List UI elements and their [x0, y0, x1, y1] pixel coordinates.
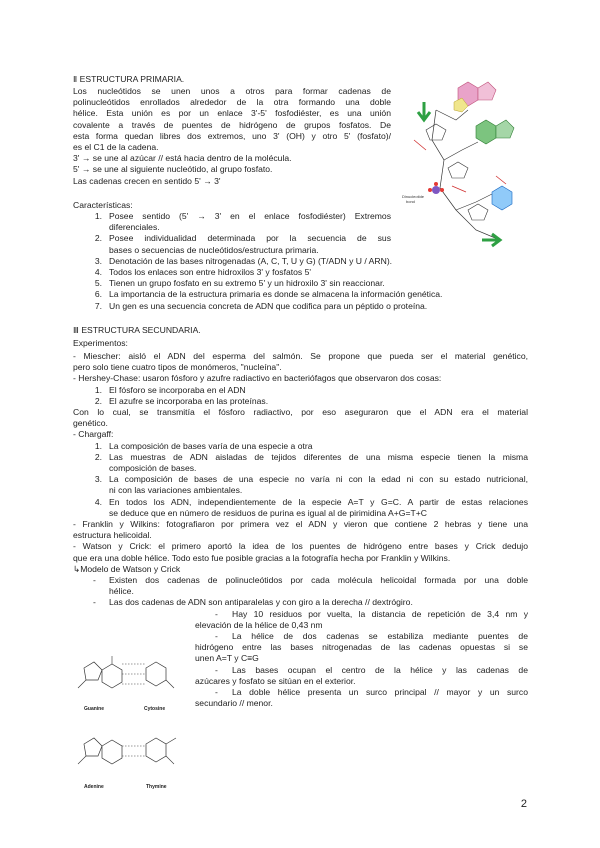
paragraph-line: que era una doble hélice. Todo esto fue posible gracias a la fotografía hecha por Franklin y Wilkins. — [73, 552, 451, 563]
dna-strand-figure — [396, 80, 526, 248]
paragraph-line: pero solo tiene cuatro tipos de monómeros, "nucleína". — [73, 362, 282, 373]
bullet-text: Las dos cadenas de ADN son antiparalelas y con giro a la derecha // dextrógiro. — [109, 597, 413, 608]
bullet-text: Las bases ocupan el centro de la hélice y las cadenas de — [232, 664, 528, 675]
cytosine-label: Cytosine — [144, 706, 166, 712]
list-number: 2. — [94, 395, 102, 406]
list-number: 4. — [94, 267, 102, 277]
bullet-text: Existen dos cadenas de polinucleótidos por cada molécula helicoidal formada por una doble — [109, 575, 528, 585]
page-number: 2 — [520, 798, 527, 810]
bullet-text: La doble hélice presenta un surco principal // mayor y un surco — [232, 687, 528, 697]
list-number: 2. — [94, 233, 102, 244]
paragraph-line: - Watson y Crick: el primero aportó la idea de los puentes de hidrógeno entre bases y Crick dedujo — [73, 541, 528, 552]
paragraph-line: - Miescher: aisló el ADN del esperma del salmón. Se propone que pueda ser el material genético, — [73, 351, 528, 361]
bullet-text: unen A=T y C≡G — [195, 653, 259, 664]
list-item-text: Todos los enlaces son entre hidroxilos 3' y fosfatos 5' — [109, 267, 312, 277]
intro-line: hélice. Esta unión es por un enlace 3'-5' fosfodiéster, es una unión — [73, 108, 391, 119]
list-item-text: se deduce que en número de residuos de purina es igual al de pirimidina A+G=T+C — [109, 507, 427, 518]
paragraph-line: estructura helicoidal. — [73, 530, 152, 541]
list-number: 3. — [94, 474, 102, 485]
list-number: 4. — [94, 496, 102, 507]
list-item-text: En todos los ADN, independientemente de la especie A=T y G=C. A partir de estas relaciones — [109, 496, 528, 507]
list-number: 1. — [94, 440, 102, 451]
dash-bullet: - — [215, 664, 218, 675]
list-number: 3. — [94, 255, 102, 266]
list-number: 1. — [94, 384, 102, 395]
paragraph-line: - Hershey-Chase: usaron fósforo y azufre radiactivo en bacteriófagos que observaron dos cosas: — [73, 373, 442, 384]
paragraph-line: - Chargaff: — [73, 429, 114, 440]
bullet-text: La hélice de dos cadenas se estabiliza mediante puentes de — [232, 631, 528, 641]
list-number: 7. — [94, 300, 102, 311]
list-item-text: Denotación de las bases nitrogenadas (A, C, T, U y G) (T/ADN y U / ARN). — [109, 255, 393, 266]
experiments-label: Experimentos: — [73, 338, 128, 348]
dash-bullet: - — [215, 687, 218, 697]
dash-bullet: - — [93, 597, 96, 608]
thymine-label: Thymine — [146, 784, 167, 790]
bullet-text: hélice. — [109, 586, 134, 597]
list-item-text: La composición de bases de una especie no varía ni con la edad ni con su estado nutricional, — [109, 474, 528, 485]
list-item-text: La importancia de la estructura primaria es donde se almacena la información genética. — [109, 289, 443, 300]
paragraph-line: ↳Modelo de Watson y Crick — [73, 563, 181, 574]
list-item-text: diferenciales. — [109, 222, 160, 233]
list-item-text: bases o secuencias de nucleótidos/estructura primaria. — [109, 244, 319, 255]
list-item-text: Posee sentido (5' → 3' en el enlace fosfodiéster) Extremos — [109, 211, 391, 221]
list-item-text: Tienen un grupo fosfato en su extremo 5' y un hidroxilo 3' sin reaccionar. — [109, 278, 385, 289]
intro-line: covalente a través de puentes de hidrógeno de grupos fosfatos. De — [73, 119, 391, 130]
dash-bullet: - — [93, 575, 96, 585]
list-number: 2. — [94, 451, 102, 462]
intro-line: Las cadenas crecen en sentido 5' → 3' — [73, 175, 221, 186]
dash-bullet: - — [215, 631, 218, 641]
phosphate-atom — [432, 186, 440, 194]
characteristics-label: Características: — [73, 200, 133, 210]
intro-line: 3' → se une al azúcar // está hacia dentro de la molécula. — [73, 153, 292, 164]
intro-line: es el C1 de la cadena. — [73, 142, 159, 152]
intro-line: 5' → se une al siguiente nucleótido, al grupo fosfato. — [73, 164, 273, 175]
adenine-label: Adenine — [84, 784, 104, 790]
bullet-text: secundario // menor. — [195, 698, 273, 709]
list-item-text: composición de bases. — [109, 463, 197, 473]
dash-bullet: - — [215, 608, 218, 619]
list-item-text: El fósforo se incorporaba en el ADN — [109, 384, 246, 395]
intro-line: esta forma quedan libres dos extremos, uno 3' (OH) y otro 5' (fosfato)/ — [73, 130, 391, 141]
paragraph-line: Con lo cual, se transmitía el fósforo radiactivo, por eso aseguraron que el ADN era el material — [73, 407, 528, 417]
guanine-label: Guanine — [84, 706, 105, 712]
list-item-text: ni con las variaciones ambientales. — [109, 485, 243, 496]
bullet-text: hidrógeno entre las bases nitrogenadas de las cadenas opuestas si se — [195, 642, 528, 653]
list-number: 5. — [94, 278, 102, 289]
list-item-text: El azufre se incorporaba en las proteínas. — [109, 395, 269, 406]
secondary-heading: Ⅲ ESTRUCTURA SECUNDARIA. — [73, 325, 201, 335]
list-item-text: Las muestras de ADN aisladas de tejidos diferentes de una misma especie tienen la misma — [109, 451, 528, 462]
paragraph-line: - Franklin y Wilkins: fotografiaron por primera vez el ADN y vieron que contiene 2 hebras y tiene una — [73, 519, 528, 529]
paragraph-line: genético. — [73, 418, 108, 429]
intro-line: polinucleótidos enrollados alrededor de la otra formando una doble — [73, 97, 391, 108]
list-item-text: Posee individualidad determinada por la secuencia de sus — [109, 233, 391, 244]
figure-label: bond — [406, 199, 415, 204]
primary-heading: Ⅱ ESTRUCTURA PRIMARIA. — [73, 74, 185, 84]
bullet-text: Hay 10 residuos por vuelta, la distancia de repetición de 3,4 nm y — [232, 608, 528, 619]
bullet-text: azúcares y fosfato se sitúan en el exterior. — [195, 675, 356, 686]
figure-label: Dinucleotide — [402, 194, 425, 199]
list-item-text: La composición de bases varía de una especie a otra — [109, 440, 313, 451]
list-item-text: Un gen es una secuencia concreta de ADN que codifica para un péptido o proteína. — [109, 300, 428, 311]
list-number: 1. — [94, 211, 102, 221]
list-number: 6. — [94, 289, 102, 300]
base-pairs-figure — [66, 648, 188, 800]
bullet-text: elevación de la hélice de 0,43 nm — [195, 619, 323, 630]
intro-line: Los nucleótidos se unen unos a otros para formar cadenas de — [73, 86, 391, 96]
